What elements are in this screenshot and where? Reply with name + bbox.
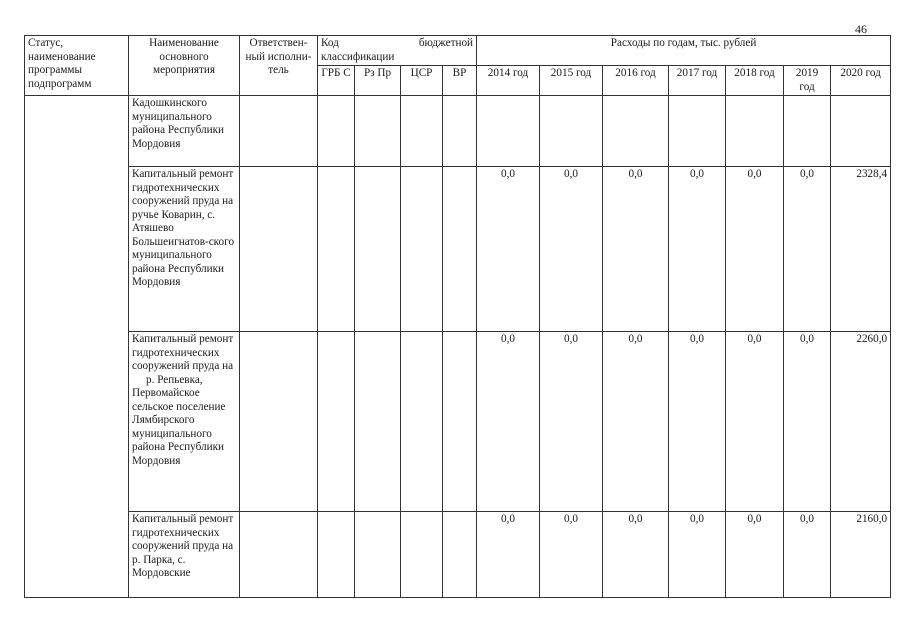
table-row xyxy=(25,167,891,332)
header-budget-code xyxy=(318,36,477,66)
header-code-csr: ЦСР xyxy=(401,66,443,96)
value-2014: 0,0 xyxy=(477,512,540,598)
value-2020: 2328,4 xyxy=(831,167,891,332)
header-code-grbs: ГРБ С xyxy=(318,66,355,96)
code-csr-cell xyxy=(401,96,443,167)
code-csr-cell xyxy=(401,332,443,512)
value-2017: 0,0 xyxy=(669,512,726,598)
value-2014: 0,0 xyxy=(477,167,540,332)
header-budget-code-left: Код xyxy=(321,37,339,49)
header-status: Статус, наименование программы подпрограмм xyxy=(25,36,129,96)
value-2019: 0,0 xyxy=(784,167,831,332)
header-budget-code-right: бюджетной xyxy=(418,37,474,49)
code-csr-cell xyxy=(401,512,443,598)
header-row-1 xyxy=(25,36,891,66)
value-2019: 0,0 xyxy=(784,512,831,598)
code-rzpr-cell xyxy=(355,96,401,167)
code-rzpr-cell xyxy=(355,167,401,332)
header-expenses: Расходы по годам, тыс. рублей xyxy=(477,36,891,66)
status-cell xyxy=(25,96,129,598)
value-2015 xyxy=(540,96,603,167)
code-vr-cell xyxy=(443,96,477,167)
activity-name: Капитальный ремонт гидротехнических сооружений пруда на ручье Коварин, с. Атяшево Большеигнатов-ского муниципального района Республики Мордовия xyxy=(129,167,240,332)
value-2018: 0,0 xyxy=(726,167,784,332)
code-grbs-cell xyxy=(318,167,355,332)
value-2015: 0,0 xyxy=(540,332,603,512)
value-2015: 0,0 xyxy=(540,512,603,598)
value-2015: 0,0 xyxy=(540,167,603,332)
table-row xyxy=(25,512,891,598)
code-vr-cell xyxy=(443,512,477,598)
table-row xyxy=(25,332,891,512)
responsible-cell xyxy=(240,512,318,598)
value-2019 xyxy=(784,96,831,167)
header-year-2018: 2018 год xyxy=(726,66,784,96)
expenses-table xyxy=(24,35,891,598)
responsible-cell xyxy=(240,167,318,332)
value-2017: 0,0 xyxy=(669,167,726,332)
value-2018: 0,0 xyxy=(726,512,784,598)
value-2016: 0,0 xyxy=(603,167,669,332)
header-code-rzpr: Рз Пр xyxy=(355,66,401,96)
header-year-2020: 2020 год xyxy=(831,66,891,96)
header-name: Наименование основного мероприятия xyxy=(129,36,240,96)
header-year-2017: 2017 год xyxy=(669,66,726,96)
value-2014: 0,0 xyxy=(477,332,540,512)
value-2020: 2260,0 xyxy=(831,332,891,512)
code-grbs-cell xyxy=(318,512,355,598)
code-grbs-cell xyxy=(318,332,355,512)
activity-name-part-2: р. Репьевка, xyxy=(146,373,203,386)
header-budget-code-line2: классификации xyxy=(321,50,395,63)
value-2016: 0,0 xyxy=(603,332,669,512)
value-2016 xyxy=(603,96,669,167)
activity-name-part-3: Первомайское сельское поселение Лямбирского муниципального района Республики Мордовия xyxy=(132,387,226,467)
activity-name-part-1: Капитальный ремонт гидротехнических сооружений пруда на xyxy=(132,333,234,372)
code-rzpr-cell xyxy=(355,332,401,512)
value-2014 xyxy=(477,96,540,167)
code-grbs-cell xyxy=(318,96,355,167)
value-2020 xyxy=(831,96,891,167)
value-2017: 0,0 xyxy=(669,332,726,512)
header-code-vr: ВР xyxy=(443,66,477,96)
header-year-2019: 2019 год xyxy=(784,66,831,96)
activity-name: Капитальный ремонт гидротехнических сооружений пруда на р. Парка, с. Мордовские xyxy=(129,512,240,598)
header-year-2015: 2015 год xyxy=(540,66,603,96)
value-2016: 0,0 xyxy=(603,512,669,598)
activity-name xyxy=(129,332,240,512)
header-year-2016: 2016 год xyxy=(603,66,669,96)
responsible-cell xyxy=(240,96,318,167)
table-row xyxy=(25,96,891,167)
code-rzpr-cell xyxy=(355,512,401,598)
value-2018: 0,0 xyxy=(726,332,784,512)
responsible-cell xyxy=(240,332,318,512)
value-2019: 0,0 xyxy=(784,332,831,512)
value-2018 xyxy=(726,96,784,167)
code-vr-cell xyxy=(443,332,477,512)
code-vr-cell xyxy=(443,167,477,332)
header-responsible: Ответствен-ный исполни-тель xyxy=(240,36,318,96)
value-2020: 2160,0 xyxy=(831,512,891,598)
page-number: 46 xyxy=(855,22,867,36)
activity-name: Кадошкинского муниципального района Республики Мордовия xyxy=(129,96,240,167)
code-csr-cell xyxy=(401,167,443,332)
value-2017 xyxy=(669,96,726,167)
header-year-2014: 2014 год xyxy=(477,66,540,96)
